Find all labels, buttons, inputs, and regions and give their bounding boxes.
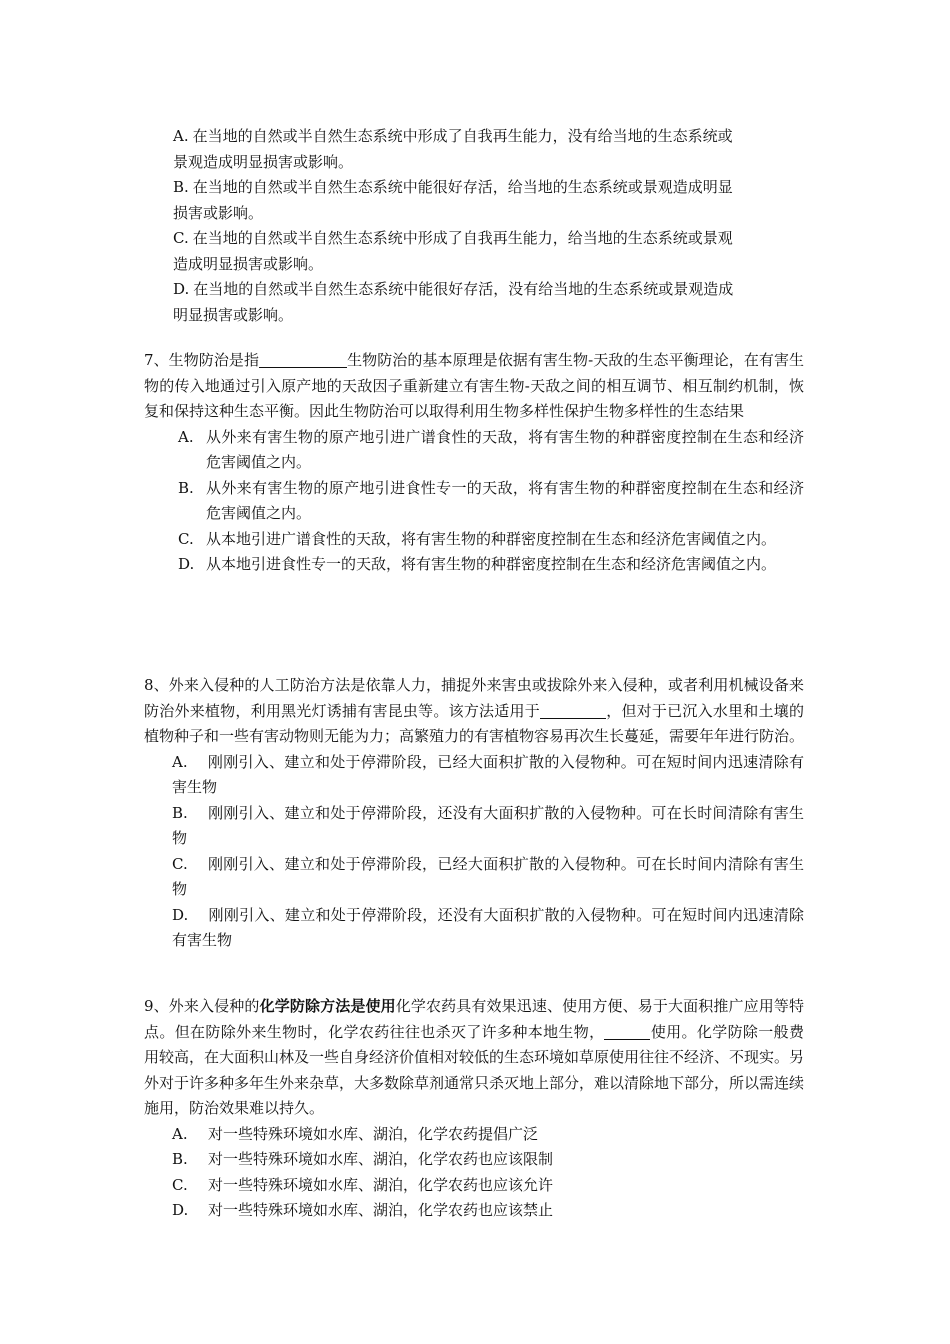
q8-option-d: D. 刚刚引入、建立和处于停滞阶段，还没有大面积扩散的入侵物种。可在短时间内迅速清除有害生物 — [172, 905, 804, 949]
q7-option-b: B. 从外来有害生物的原产地引进食性专一的天敌，将有害生物的种群密度控制在生态和经济危害阈值之内。 — [178, 478, 804, 522]
q8-option-c: C. 刚刚引入、建立和处于停滞阶段，已经大面积扩散的入侵物种。可在长时间内清除有害生物 — [172, 854, 804, 898]
q8-option-a: A. 刚刚引入、建立和处于停滞阶段，已经大面积扩散的入侵物种。可在短时间内迅速清除有害生物 — [172, 752, 804, 796]
q8-option-b: B. 刚刚引入、建立和处于停滞阶段，还没有大面积扩散的入侵物种。可在长时间清除有害生物 — [172, 803, 804, 847]
q6-option-b: B. 在当地的自然或半自然生态系统中能很好存活，给当地的生态系统或景观造成明显 损害或影响。 — [173, 178, 733, 222]
question-8 — [144, 673, 804, 954]
q7-stem: 7、生物防治是指 生物防治的基本原理是依据有害生物-天敌的生态平衡理论，在有害生物的传入地通过引入原产地的天敌因子重新建立有害生物-天敌之间的相互调节、相互制约机制，恢复和保持这种生态平衡。因此生物防治可以取得利用生物多样性保护生物多样性的生态结果 — [144, 351, 805, 420]
question-6 — [144, 124, 804, 328]
q7-option-c: C. 从本地引进广谱食性的天敌，将有害生物的种群密度控制在生态和经济危害阈值之内。 — [178, 529, 777, 548]
question-9 — [144, 994, 804, 1224]
q6-option-c: C. 在当地的自然或半自然生态系统中形成了自我再生能力，给当地的生态系统或景观 造成明显损害或影响。 — [173, 229, 733, 273]
q9-option-d: D. 对一些特殊环境如水库、湖泊，化学农药也应该禁止 — [172, 1201, 554, 1219]
q9-answer-blank — [604, 1021, 650, 1040]
q9-option-a: A. 对一些特殊环境如水库、湖泊，化学农药提倡广泛 — [172, 1124, 539, 1143]
q7-answer-blank — [259, 349, 347, 368]
q9-option-c: C. 对一些特殊环境如水库、湖泊，化学农药也应该允许 — [172, 1175, 554, 1194]
q7-option-d: D. 从本地引进食性专一的天敌，将有害生物的种群密度控制在生态和经济危害阈值之内。 — [178, 555, 777, 573]
question-7 — [144, 348, 804, 578]
q9-stem: 9、外来入侵种的化学防除方法是使用化学农药具有效果迅速、使用方便、易于大面积推广应用等特点。但在防除外来生物时，化学农药往往也杀灭了许多种本地生物， 使用。化学防除一般费用较高，在大面积山林及一些自身经济价值相对较低的生态环境如草原使用往往不经济、不现实。另外对于许多种多年生外来杂草，大多数除草剂通常只杀灭地上部分，难以清除地下部分，所以需连续施用，防治效果难以持久。 — [144, 997, 805, 1117]
q9-option-b: B. 对一些特殊环境如水库、湖泊，化学农药也应该限制 — [172, 1150, 554, 1168]
q6-option-a: A. 在当地的自然或半自然生态系统中形成了自我再生能力，没有给当地的生态系统或 景观造成明显损害或影响。 — [173, 127, 733, 171]
q8-answer-blank — [540, 700, 606, 719]
q6-option-d: D. 在当地的自然或半自然生态系统中能很好存活，没有给当地的生态系统或景观造成 明显损害或影响。 — [173, 280, 734, 324]
q7-option-a: A. 从外来有害生物的原产地引进广谱食性的天敌，将有害生物的种群密度控制在生态和经济危害阈值之内。 — [178, 427, 804, 471]
q8-stem: 8、外来入侵种的人工防治方法是依靠人力，捕捉外来害虫或拔除外来入侵种，或者利用机械设备来防治外来植物，利用黑光灯诱捕有害昆虫等。该方法适用于 ，但对于已沉入水里和土壤的植物种子和一些有害动物则无能为力；高繁殖力的有害植物容易再次生长蔓延，需要年年进行防治。 — [144, 676, 805, 745]
